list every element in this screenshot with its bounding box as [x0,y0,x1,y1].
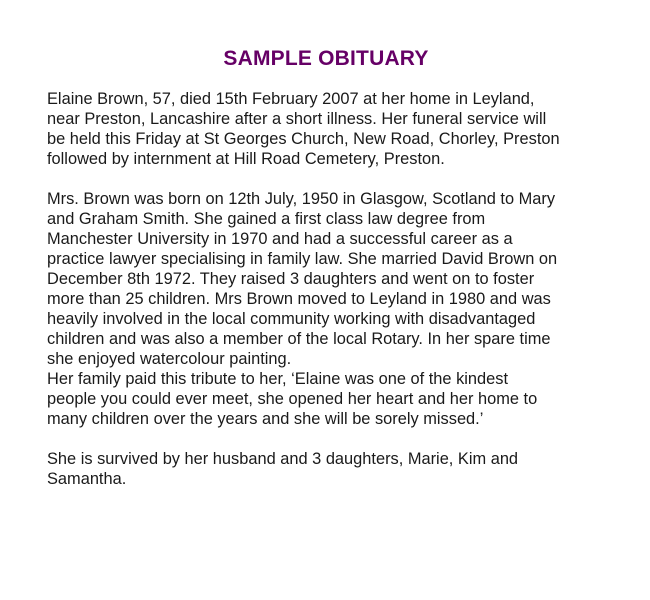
text-line: many children over the years and she will be sorely missed.’ [47,410,484,428]
text-line: She is survived by her husband and 3 daughters, Marie, Kim and [47,450,519,468]
document-title: SAMPLE OBITUARY [223,47,429,70]
text-line: heavily involved in the local community working with disadvantaged [47,310,536,328]
text-line: Mrs. Brown was born on 12th July, 1950 in Glasgow, Scotland to Mary [47,190,556,208]
text-line: practice lawyer specialising in family law. She married David Brown on [47,250,558,268]
paragraph-gap [47,429,627,449]
text-line: followed by internment at Hill Road Cemetery, Preston. [47,150,445,168]
text-line: December 8th 1972. They raised 3 daughters and went on to foster [47,270,535,288]
text-line: children and was also a member of the local Rotary. In her spare time [47,330,551,348]
text-line: Her family paid this tribute to her, ‘Elaine was one of the kindest [47,370,509,388]
text-line: she enjoyed watercolour painting. [47,350,292,368]
text-line: Elaine Brown, 57, died 15th February 2007 at her home in Leyland, [47,90,535,108]
text-line: near Preston, Lancashire after a short illness. Her funeral service will [47,110,547,128]
text-line: and Graham Smith. She gained a first class law degree from [47,210,486,228]
text-line: more than 25 children. Mrs Brown moved to Leyland in 1980 and was [47,290,551,308]
paragraph-gap [47,169,627,189]
paragraph-biography [47,189,627,369]
text-line: Manchester University in 1970 and had a successful career as a [47,230,513,248]
paragraph-tribute [47,369,627,429]
text-line: be held this Friday at St Georges Church, New Road, Chorley, Preston [47,130,560,148]
paragraph-announcement [47,89,627,169]
text-line: people you could ever meet, she opened her heart and her home to [47,390,538,408]
paragraph-survivors [47,449,627,489]
document-body [47,89,627,489]
text-line: Samantha. [47,470,127,488]
